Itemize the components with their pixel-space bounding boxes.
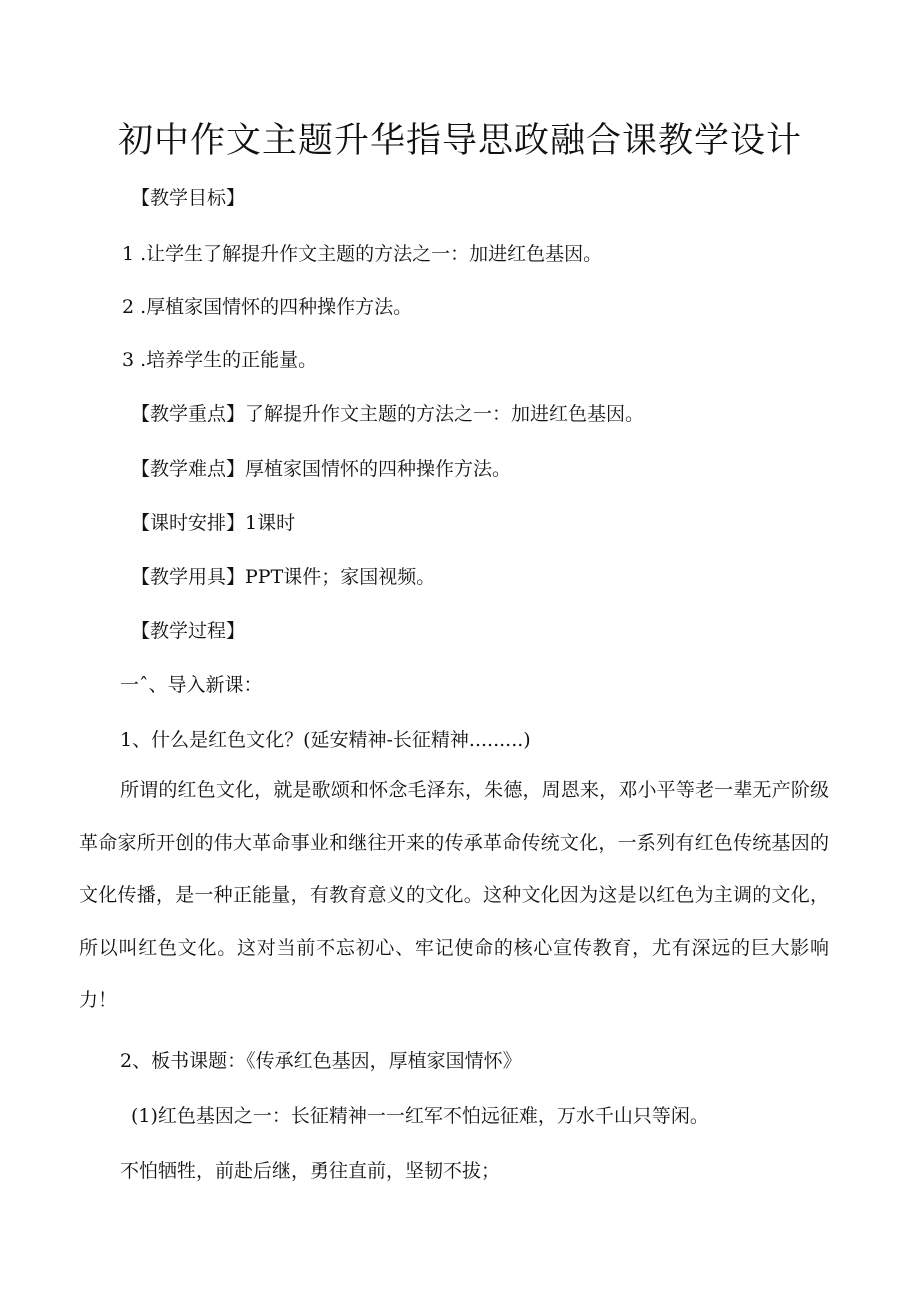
blackboard-topic: 2、板书课题：《传承红色基因，厚植家国情怀》: [120, 1050, 522, 1072]
objective-item-2: 2 .厚植家国情怀的四种操作方法。: [122, 296, 413, 318]
red-gene-item-1-detail: 不怕牺牲，前赴后继，勇往直前，坚韧不拔；: [120, 1160, 501, 1182]
process-heading: 【教学过程】: [131, 620, 246, 642]
objectives-heading: 【教学目标】: [131, 187, 246, 209]
key-point: 【教学重点】了解提升作文主题的方法之一：加进红色基因。: [131, 403, 645, 425]
tools: 【教学用具】PPT课件；家国视频。: [131, 566, 436, 588]
schedule: 【课时安排】1课时: [131, 512, 296, 534]
objective-item-3: 3 .培养学生的正能量。: [122, 349, 318, 371]
section-intro-heading: 一ˆ、导入新课：: [120, 674, 263, 696]
red-gene-item-1: (1)红色基因之一：长征精神一一红军不怕远征难，万水千山只等闲。: [131, 1105, 709, 1127]
red-culture-paragraph: 所谓的红色文化，就是歌颂和怀念毛泽东，朱德，周恩来，邓小平等老一辈无产阶级革命家所开创的伟大革命事业和继往开来的传承革命传统文化，一系列有红色传统基因的文化传播，是一种正能量，有教育意义的文化。这种文化因为这是以红色为主调的文化，所以叫红色文化。这对当前不忘初心、牢记使命的核心宣传教育，尤有深远的巨大影响力！: [79, 779, 829, 1011]
document-title: 初中作文主题升华指导思政融合课教学设计: [117, 121, 802, 161]
question-red-culture: 1、什么是红色文化？(延安精神-长征精神.........): [120, 729, 531, 751]
objective-item-1: 1 .让学生了解提升作文主题的方法之一：加进红色基因。: [122, 243, 603, 265]
difficulty: 【教学难点】厚植家国情怀的四种操作方法。: [131, 458, 512, 480]
